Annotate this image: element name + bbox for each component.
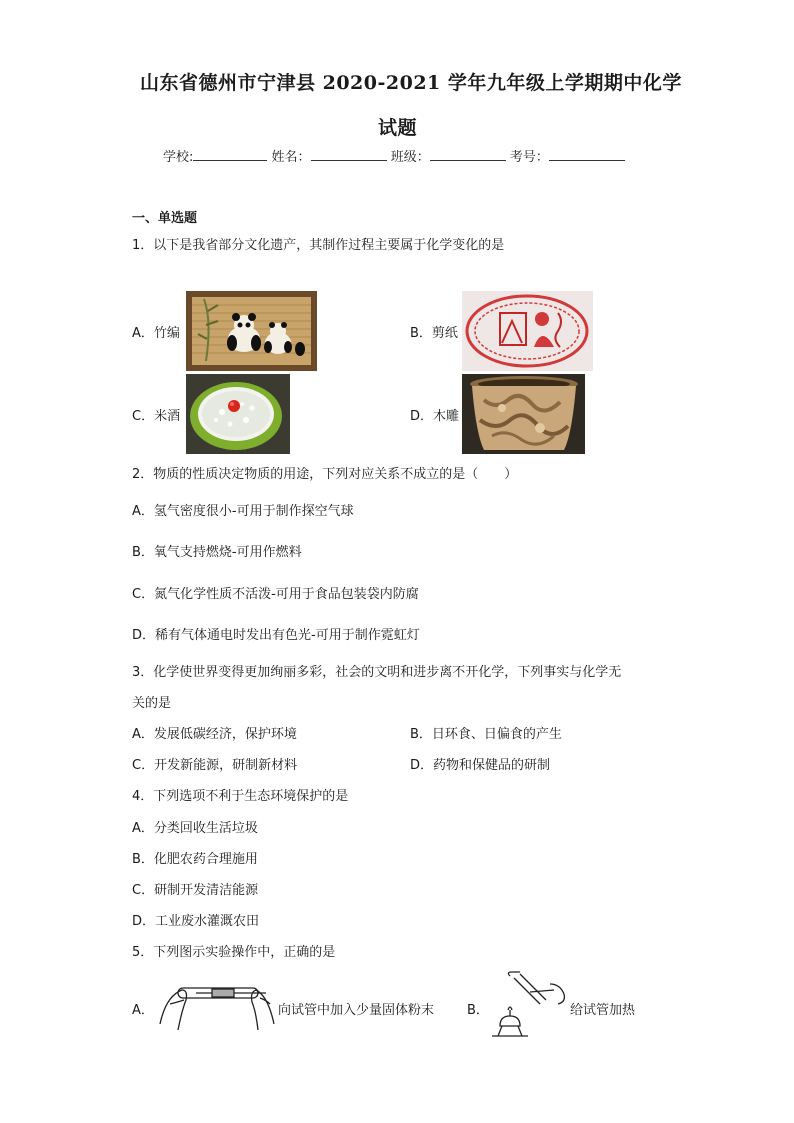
section-heading: 一、单选题	[132, 211, 198, 226]
school-blank[interactable]	[193, 148, 267, 161]
exam-title-line1: 山东省德州市宁津县 2020-2021 学年九年级上学期期中化学	[140, 72, 682, 94]
test-tube-powder-image	[156, 974, 278, 1034]
q4-option-d[interactable]: D．工业废水灌溉农田	[132, 914, 260, 929]
question-4-stem: 4．下列选项不利于生态环境保护的是	[132, 789, 349, 804]
class-blank[interactable]	[430, 148, 506, 161]
q1-option-a[interactable]: A．竹编	[132, 326, 180, 341]
q4-option-b[interactable]: B．化肥农药合理施用	[132, 852, 258, 867]
exam-title-line2: 试题	[378, 117, 418, 139]
q2-option-b[interactable]: B．氧气支持燃烧-可用作燃料	[132, 545, 302, 560]
red-paper-cutting-image	[462, 291, 593, 371]
q2-option-a[interactable]: A．氢气密度很小-可用于制作探空气球	[132, 504, 354, 519]
rice-wine-bowl-image	[186, 374, 290, 454]
q5-option-b-letter[interactable]: B．	[467, 1003, 489, 1018]
q5-option-b-text[interactable]: 给试管加热	[570, 1003, 636, 1018]
q1-option-c[interactable]: C．米酒	[132, 409, 181, 424]
student-info-row	[163, 146, 625, 165]
q4-option-c[interactable]: C．研制开发清洁能源	[132, 883, 259, 898]
exam-number-blank[interactable]	[549, 148, 625, 161]
q1-option-d[interactable]: D．木雕	[410, 409, 460, 424]
q2-option-d[interactable]: D．稀有气体通电时发出有色光-可用于制作霓虹灯	[132, 628, 420, 643]
exam-number-label: 考号：	[509, 150, 549, 165]
q2-option-c[interactable]: C．氮气化学性质不活泼-可用于食品包装袋内防腐	[132, 587, 419, 602]
question-5-stem: 5．下列图示实验操作中，正确的是	[132, 945, 336, 960]
class-label: 班级：	[390, 150, 430, 165]
school-label: 学校:	[163, 150, 194, 165]
q5-option-a-text[interactable]: 向试管中加入少量固体粉末	[278, 1003, 435, 1018]
question-3-stem-line2: 关的是	[132, 696, 172, 711]
wood-carving-image	[462, 374, 585, 454]
q5-option-a-letter[interactable]: A．	[132, 1003, 154, 1018]
q4-option-a[interactable]: A．分类回收生活垃圾	[132, 821, 258, 836]
question-2-stem: 2．物质的性质决定物质的用途，下列对应关系不成立的是（ ）	[132, 467, 518, 482]
q3-option-c[interactable]: C．开发新能源，研制新材料	[132, 758, 298, 773]
name-blank[interactable]	[311, 148, 387, 161]
question-3-stem-line1: 3．化学使世界变得更加绚丽多彩，社会的文明和进步离不开化学，下列事实与化学无	[132, 665, 622, 680]
name-label: 姓名：	[271, 150, 311, 165]
heating-test-tube-image	[488, 970, 570, 1040]
q3-option-b[interactable]: B．日环食、日偏食的产生	[410, 727, 562, 742]
q3-option-d[interactable]: D．药物和保健品的研制	[410, 758, 551, 773]
q3-option-a[interactable]: A．发展低碳经济，保护环境	[132, 727, 297, 742]
question-1-stem: 1．以下是我省部分文化遗产，其制作过程主要属于化学变化的是	[132, 238, 505, 253]
q1-option-b[interactable]: B．剪纸	[410, 326, 458, 341]
bamboo-panda-weaving-image	[186, 291, 317, 371]
